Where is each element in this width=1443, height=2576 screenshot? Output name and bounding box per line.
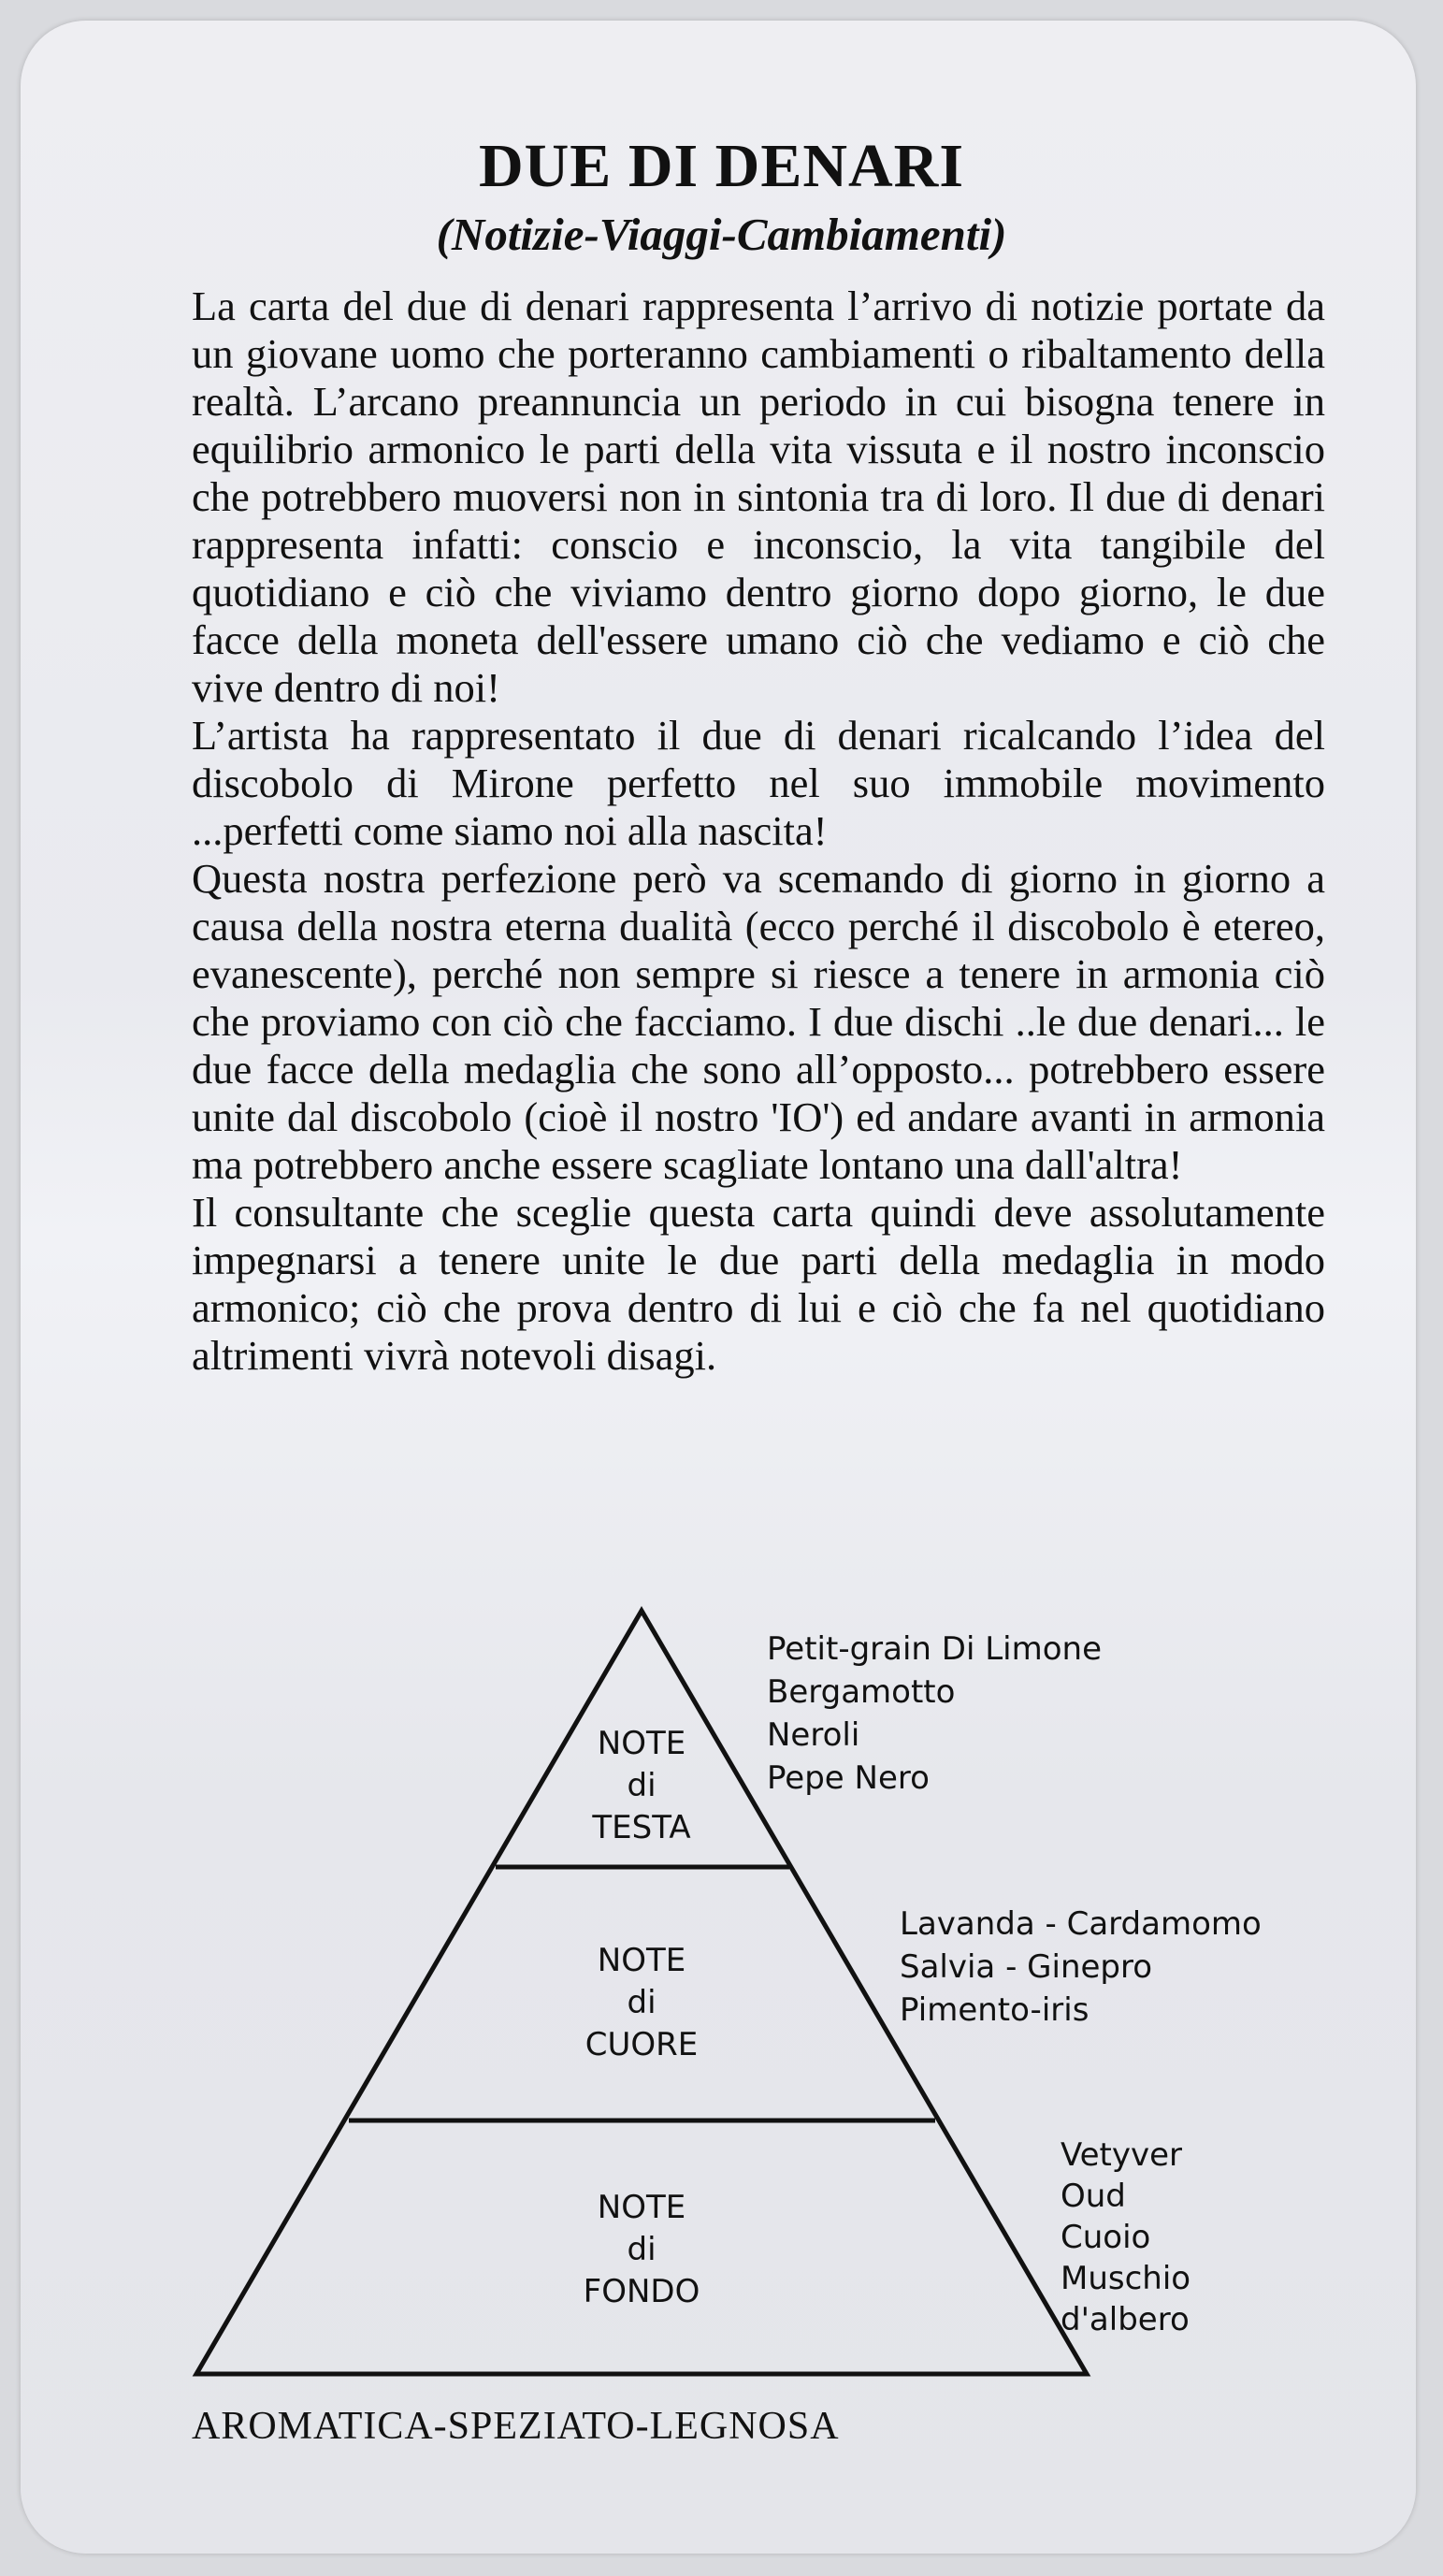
paragraph: L’artista ha rappresentato il due di denari ricalcando l’idea del discobolo di Mirone perfetto nel suo immobile movimento ...perfetti come siamo noi alla nascita! [192, 712, 1325, 854]
list-item: Lavanda - Cardamomo [900, 1905, 1262, 1943]
pyramid-label-middle: NOTE di CUORE [584, 1942, 699, 2063]
list-item: Neroli [767, 1716, 860, 1754]
list-item: Cuoio [1061, 2219, 1151, 2256]
card-title: DUE DI DENARI [478, 132, 965, 200]
list-item: Petit-grain Di Limone [767, 1630, 1102, 1668]
top-notes-list [767, 1628, 1102, 1800]
paragraph: Questa nostra perfezione però va scemando di giorno in giorno a causa della nostra eterna dualità (ecco perché il discobolo è etereo, evanescente), perché non sempre si riesce a tenere in armonia ciò che proviamo con ciò che facciamo. I due dischi ..le due denari... le due facce della medaglia che sono all’opposto... potrebbero essere unite dal discobolo (cioè il nostro 'IO') ed andare avanti in armonia ma potrebbero anche essere scagliate lontano una dall'altra! [192, 855, 1325, 1188]
list-item: Oud [1061, 2178, 1126, 2215]
list-item: Salvia - Ginepro [900, 1948, 1153, 1986]
list-item: Pepe Nero [767, 1759, 930, 1797]
list-item: Muschio [1061, 2260, 1191, 2297]
base-notes-list [1061, 2135, 1190, 2340]
pyramid-label-top: NOTE di TESTA [592, 1725, 691, 1846]
card-subtitle: (Notizie-Viaggi-Cambiamenti) [436, 209, 1007, 260]
pyramid-label-bottom: NOTE di FONDO [583, 2189, 700, 2310]
fragrance-family: AROMATICA-SPEZIATO-LEGNOSA [192, 2405, 840, 2448]
list-item: Pimento-iris [900, 1991, 1089, 2029]
paragraph: La carta del due di denari rappresenta l’arrivo di notizie portate da un giovane uomo che porteranno cambiamenti o ribaltamento della realtà. L’arcano preannuncia un periodo in cui bisogna tenere in equilibrio armonico le parti della vita vissuta e il nostro inconscio che potrebbero muoversi non in sintonia tra di loro. Il due di denari rappresenta infatti: conscio e inconscio, la vita tangibile del quotidiano e ciò che viviamo dentro giorno dopo giorno, le due facce della moneta dell'essere umano ciò che vediamo e ciò che vive dentro di noi! [192, 282, 1325, 711]
list-item: Vetyver [1061, 2136, 1183, 2174]
paragraph: Il consultante che sceglie questa carta quindi deve assolutamente impegnarsi a tenere unite le due parti della medaglia in modo armonico; ciò che prova dentro di lui e ciò che fa nel quotidiano altrimenti vivrà notevoli disagi. [192, 1189, 1325, 1379]
list-item: Bergamotto [767, 1673, 956, 1711]
list-item: d'albero [1061, 2301, 1190, 2338]
heart-notes-list [900, 1903, 1262, 2032]
